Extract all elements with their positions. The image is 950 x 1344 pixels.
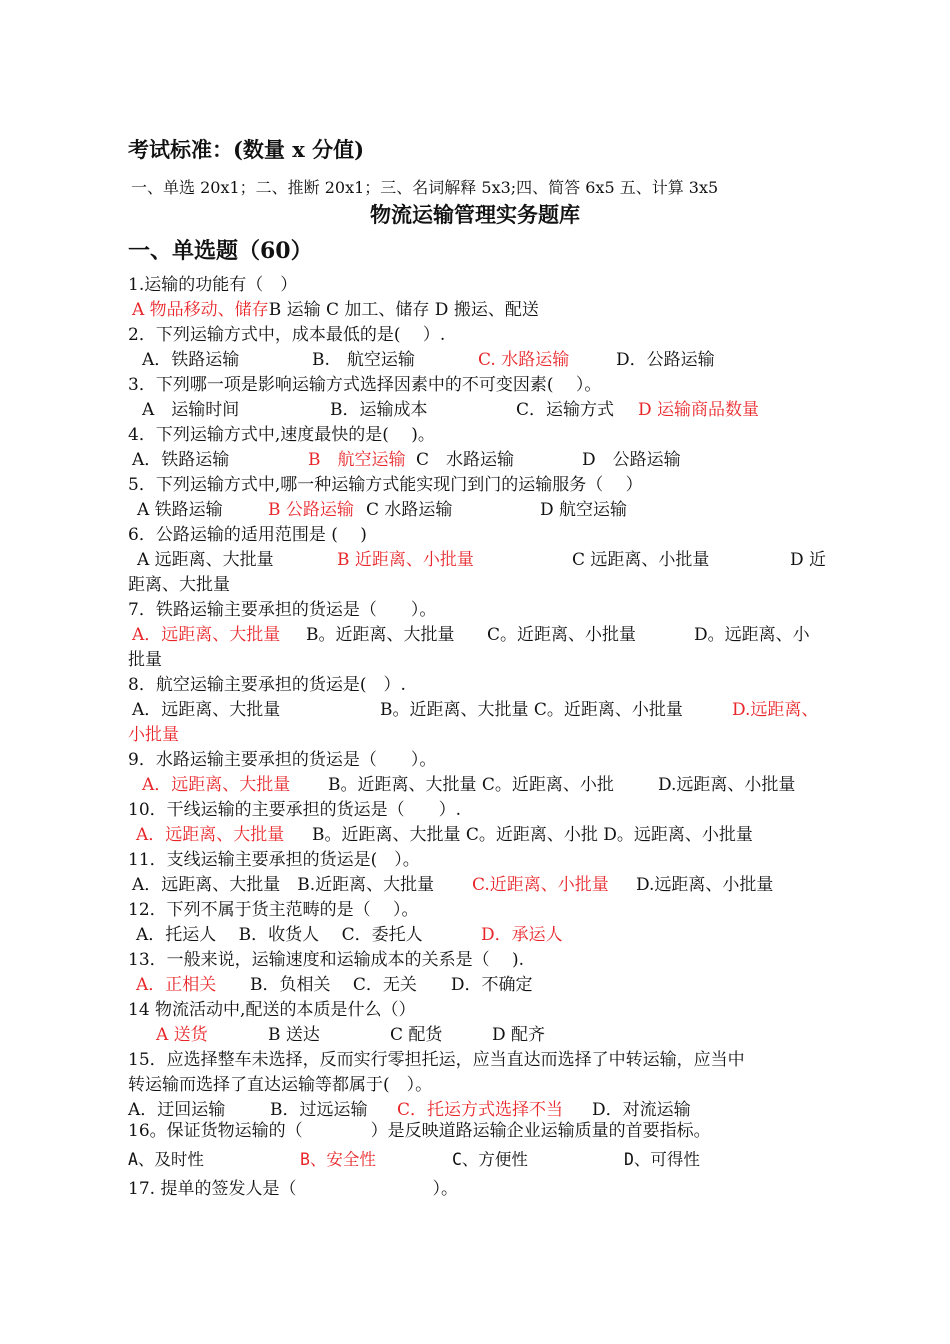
question-8-option-a: A．远距离、大批量 (132, 700, 281, 720)
question-3: 3．下列哪一项是影响运输方式选择因素中的不可变因素( ）。 (128, 375, 602, 395)
question-10-option-bcd: B。近距离、大批量 C。近距离、小批 D。远距离、小批量 (312, 825, 753, 845)
question-9: 9．水路运输主要承担的货运是（ ）。 (128, 750, 437, 770)
question-15: 15．应选择整车未选择，反而实行零担托运，应当直达而选择了中转运输，应当中 (128, 1050, 745, 1070)
question-6-option-b: B 近距离、小批量 (337, 550, 474, 570)
question-8-option-bc: B。近距离、大批量 C。近距离、小批量 (380, 700, 683, 720)
question-15-option-b: B．过远运输 (270, 1100, 368, 1120)
question-11-option-c: C.近距离、小批量 (472, 875, 609, 895)
question-1-answer (132, 299, 539, 321)
document-title: 物流运输管理实务题库 (370, 202, 580, 227)
question-15-option-c: C．托运方式选择不当 (397, 1100, 564, 1120)
question-15-option-a: A．迂回运输 (128, 1100, 226, 1120)
question-12-option-d: D．承运人 (481, 925, 563, 945)
question-14-option-d: D 配齐 (492, 1025, 546, 1045)
question-12-option-abc: A．托运人 B．收货人 C．委托人 (136, 925, 423, 945)
question-13-option-bcd: B．负相关 C．无关 D．不确定 (250, 975, 533, 995)
question-14-option-a: A 送货 (156, 1025, 208, 1045)
question-4-option-b: B 航空运输 (308, 450, 406, 470)
question-8-option-d-cont: 小批量 (128, 725, 179, 745)
question-10-option-a: A．远距离、大批量 (136, 825, 285, 845)
question-5-option-d: D 航空运输 (540, 500, 628, 520)
question-16: 16。保证货物运输的（ ）是反映道路运输企业运输质量的首要指标。 (128, 1121, 711, 1141)
question-11-option-d: D.远距离、小批量 (636, 875, 774, 895)
question-17: 17. 提单的签发人是（ ）。 (128, 1179, 458, 1199)
exam-standard-title: 考试标准：(数量 x 分值) (128, 137, 365, 162)
question-8-option-d: D.远距离、 (732, 700, 819, 720)
question-7-option-a: A．远距离、大批量 (132, 625, 281, 645)
question-6-option-d: D 近 (790, 550, 827, 570)
question-13-option-a: A．正相关 (136, 975, 217, 995)
question-4-option-a: A．铁路运输 (132, 450, 230, 470)
question-7-option-d-cont: 批量 (128, 650, 162, 670)
question-2-option-b: B. 航空运输 (312, 350, 415, 370)
question-8: 8．航空运输主要承担的货运是( ）. (128, 675, 406, 695)
question-15-cont: 转运输而选择了直达运输等都属于( ）。 (128, 1075, 433, 1095)
question-13: 13．一般来说，运输速度和运输成本的关系是（ ). (128, 950, 525, 970)
question-3-option-d: D 运输商品数量 (638, 400, 760, 420)
question-16-option-c: C、方便性 (452, 1150, 528, 1169)
question-12: 12．下列不属于货主范畴的是（ ）。 (128, 900, 419, 920)
question-7-option-b: B。近距离、大批量 (306, 625, 455, 645)
question-7-option-d: D。远距离、小 (694, 625, 810, 645)
question-4: 4．下列运输方式中,速度最快的是( )。 (128, 425, 435, 445)
question-7-option-c: C。近距离、小批量 (487, 625, 637, 645)
question-5-option-c: C 水路运输 (366, 500, 453, 520)
question-5-option-a: A 铁路运输 (137, 500, 223, 520)
question-5-option-b: B 公路运输 (268, 500, 354, 520)
question-2-option-a: A．铁路运输 (142, 350, 240, 370)
option-correct: A 物品移动、储存 (132, 300, 269, 320)
question-7: 7．铁路运输主要承担的货运是（ ）。 (128, 600, 437, 620)
question-2: 2．下列运输方式中，成本最低的是( ）. (128, 325, 446, 345)
question-10: 10．干线运输的主要承担的货运是（ ）. (128, 800, 462, 820)
exam-standard-line: 一、单选 20x1；二、推断 20x1；三、名词解释 5x3;四、简答 6x5 五、计算 3x5 (131, 178, 719, 197)
question-3-option-b: B．运输成本 (330, 400, 428, 420)
question-6: 6．公路运输的适用范围是 ( ) (128, 525, 367, 545)
section-title: 一、单选题（60） (128, 238, 313, 264)
question-15-option-d: D．对流运输 (592, 1100, 691, 1120)
question-6-option-a: A 远距离、大批量 (137, 550, 274, 570)
question-6-option-d-cont: 距离、大批量 (128, 575, 230, 595)
question-16-option-d: D、可得性 (624, 1150, 700, 1169)
question-16-option-b: B、安全性 (300, 1150, 376, 1169)
question-2-option-c: C. 水路运输 (478, 350, 570, 370)
question-3-option-c: C．运输方式 (516, 400, 615, 420)
question-4-option-c: C 水路运输 (416, 450, 515, 470)
question-6-option-c: C 远距离、小批量 (572, 550, 710, 570)
question-9-option-d: D.远距离、小批量 (658, 775, 796, 795)
question-14-option-b: B 送达 (268, 1025, 320, 1045)
question-3-option-a: A 运输时间 (142, 400, 240, 420)
question-1: 1.运输的功能有（ ） (128, 275, 298, 295)
question-9-option-bc: B。近距离、大批量 C。近距离、小批 (328, 775, 614, 795)
question-16-option-a: A、及时性 (128, 1150, 204, 1169)
question-14-option-c: C 配货 (390, 1025, 443, 1045)
question-9-option-a: A．远距离、大批量 (142, 775, 291, 795)
option-rest: B 运输 C 加工、储存 D 搬运、配送 (268, 300, 539, 320)
question-11: 11．支线运输主要承担的货运是( ）。 (128, 850, 420, 870)
question-11-option-ab: A．远距离、大批量 B.近距离、大批量 (132, 875, 435, 895)
question-14: 14 物流活动中,配送的本质是什么（） (128, 1000, 416, 1020)
question-2-option-d: D．公路运输 (616, 350, 715, 370)
question-4-option-d: D 公路运输 (582, 450, 681, 470)
question-5: 5．下列运输方式中,哪一种运输方式能实现门到门的运输服务（ ） (128, 475, 643, 495)
